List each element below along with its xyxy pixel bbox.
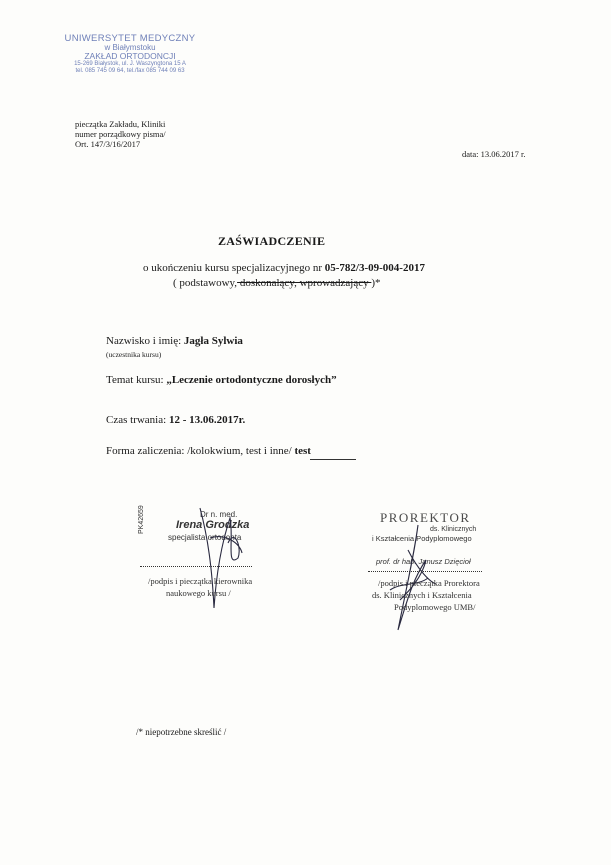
stamp-caption bbox=[75, 119, 166, 150]
left-caption: /podpis i pieczątka kierownika bbox=[148, 576, 253, 586]
stamp-line: UNIWERSYTET MEDYCZNY bbox=[64, 33, 196, 44]
stamp-name: Irena Grodzka bbox=[176, 519, 250, 531]
stamp-caption-line: pieczątka Zakładu, Kliniki bbox=[75, 119, 166, 129]
stamp-caption-line: numer porządkowy pisma/ bbox=[75, 129, 166, 140]
signature-line-left bbox=[140, 566, 252, 567]
stamp-line: i Kształcenia Podyplomowego bbox=[372, 534, 472, 543]
course-type-struck: doskonalący, wprowadzający bbox=[237, 277, 372, 289]
duration-label: Czas trwania: bbox=[106, 414, 167, 426]
topic-label: Temat kursu: bbox=[106, 374, 164, 386]
stamp-line: tel. 085 745 09 64, tel./fax 085 744 09 63 bbox=[75, 67, 185, 74]
form-label: Forma zaliczenia: /kolokwium, test i inne/ bbox=[106, 445, 292, 457]
stamp-number: PK42659 bbox=[138, 505, 145, 534]
name-field bbox=[106, 335, 243, 347]
form-value: test bbox=[294, 445, 311, 457]
form-underline bbox=[310, 459, 356, 460]
university-stamp bbox=[55, 34, 205, 74]
duration-value: 12 - 13.06.2017r. bbox=[168, 414, 246, 426]
stamp-line: w Białymstoku bbox=[104, 42, 156, 52]
course-type-open: ( podstawowy, bbox=[173, 277, 238, 289]
stamp-line: 15-269 Białystok, ul. J. Waszyngtona 15 A bbox=[74, 61, 186, 68]
stamp-line: Dr n. med. bbox=[200, 510, 238, 519]
course-type bbox=[173, 277, 381, 289]
right-caption: /podpis i pieczątka Prorektora bbox=[378, 578, 480, 588]
stamp-title: PROREKTOR bbox=[380, 510, 471, 525]
stamp-line: ds. Klinicznych bbox=[430, 526, 477, 533]
right-signature-block bbox=[368, 510, 508, 640]
right-caption: ds. Klinicznych i Kształcenia bbox=[372, 590, 472, 600]
footnote: /* niepotrzebne skreślić / bbox=[136, 727, 227, 737]
left-signature-block bbox=[140, 498, 260, 618]
topic-value: „Leczenie ortodontyczne dorosłych” bbox=[166, 374, 337, 386]
name-label: Nazwisko i imię: bbox=[106, 335, 182, 347]
topic-field bbox=[106, 374, 337, 386]
stamp-name: prof. dr hab. Janusz Dzięcioł bbox=[376, 557, 471, 566]
name-sublabel: (uczestnika kursu) bbox=[106, 350, 162, 359]
document-date: data: 13.06.2017 r. bbox=[462, 149, 526, 159]
course-prefix: o ukończeniu kursu specjalizacyjnego nr bbox=[143, 262, 322, 274]
stamp-line: ZAKŁAD ORTODONCJI bbox=[84, 51, 176, 62]
right-caption: Podyplomowego UMB/ bbox=[394, 602, 476, 612]
reference-number: Ort. 147/3/16/2017 bbox=[75, 139, 141, 150]
course-type-close: )* bbox=[371, 277, 381, 289]
course-number: 05-782/3-09-004-2017 bbox=[324, 262, 425, 274]
document-title: ZAŚWIADCZENIE bbox=[218, 234, 326, 248]
stamp-line: specjalista ortodonta bbox=[168, 533, 242, 542]
course-line bbox=[143, 262, 425, 274]
signature-line-right bbox=[368, 571, 482, 572]
duration-field bbox=[106, 414, 245, 426]
left-caption: naukowego kursu / bbox=[166, 588, 231, 598]
handwritten-signature-left bbox=[180, 498, 250, 618]
name-value: Jagła Sylwia bbox=[183, 335, 243, 347]
form-field bbox=[106, 445, 311, 457]
